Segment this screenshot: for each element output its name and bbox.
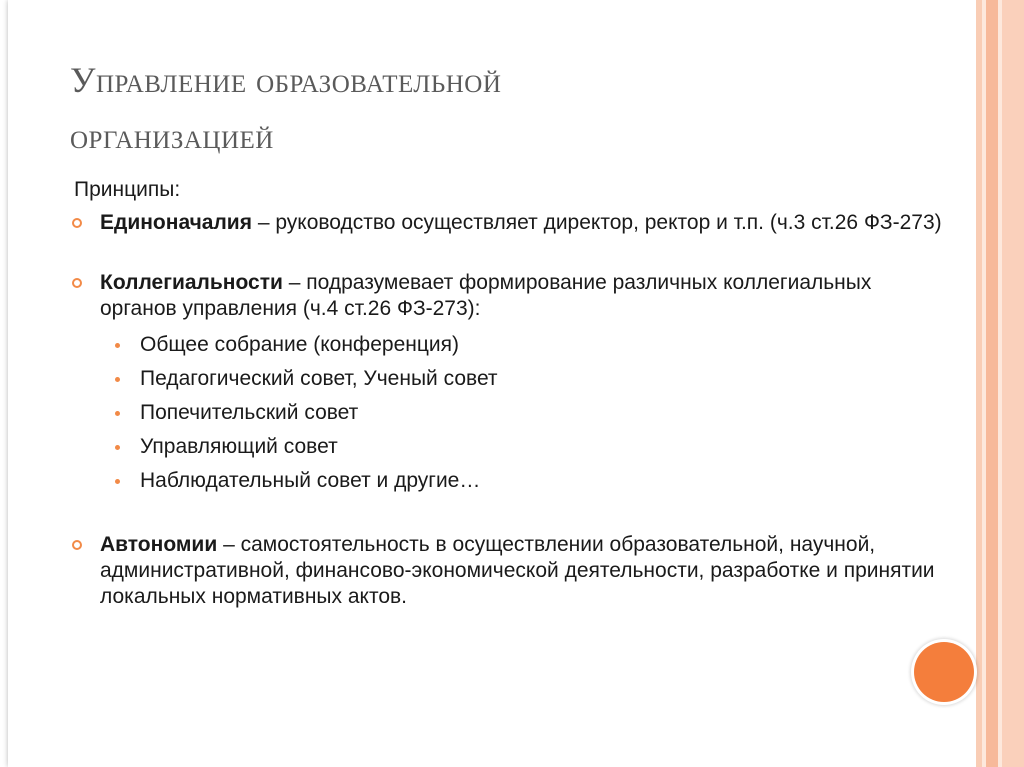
list-item	[100, 430, 950, 464]
ring-bullet-icon	[72, 218, 82, 228]
slide	[8, 0, 976, 767]
collegial-bodies-list	[100, 328, 950, 498]
list-item-label: Управляющий совет	[140, 435, 338, 458]
principles-intro: Принципы:	[74, 178, 181, 201]
decorative-stripes	[976, 0, 1024, 767]
list-item-label: Педагогический совет, Ученый совет	[140, 367, 498, 390]
principle-term: Коллегиальности	[100, 271, 283, 294]
slide-title	[70, 52, 890, 164]
dot-bullet-icon	[115, 377, 120, 382]
slide-content	[70, 176, 950, 644]
list-item	[100, 464, 950, 498]
principle-text: – самостоятельность в осуществлении образовательной, научной, административной, финансово-экономической деятельности, разработке и принятии локальных нормативных актов.	[100, 533, 935, 608]
title-line-2: организацией	[70, 116, 274, 156]
list-item	[100, 362, 950, 396]
ring-bullet-icon	[72, 278, 82, 288]
principle-kollegialnost	[70, 270, 950, 498]
principle-text: – руководство осуществляет директор, ректор и т.п. (ч.3 ст.26 ФЗ-273)	[251, 211, 942, 234]
list-item	[100, 328, 950, 362]
principle-text: – подразумевает формирование различных коллегиальных органов управления (ч.4 ст.26 ФЗ-273):	[100, 271, 872, 320]
list-item-label: Попечительский совет	[140, 401, 359, 424]
principle-avtonomiya	[70, 532, 950, 610]
list-item-label: Общее собрание (конференция)	[140, 333, 459, 356]
list-item-label: Наблюдательный совет и другие…	[140, 469, 481, 492]
decorative-circle-icon	[914, 642, 974, 702]
stripe	[1002, 0, 1024, 767]
dot-bullet-icon	[115, 479, 120, 484]
ring-bullet-icon	[72, 540, 82, 550]
dot-bullet-icon	[115, 445, 120, 450]
dot-bullet-icon	[115, 343, 120, 348]
stripe	[986, 0, 998, 767]
list-item	[100, 396, 950, 430]
dot-bullet-icon	[115, 411, 120, 416]
principle-term: Единоначалия	[100, 211, 252, 234]
principle-edinonachalie	[70, 210, 950, 236]
principle-term: Автономии	[100, 533, 218, 556]
title-line-1: Управление образовательной	[70, 60, 502, 100]
